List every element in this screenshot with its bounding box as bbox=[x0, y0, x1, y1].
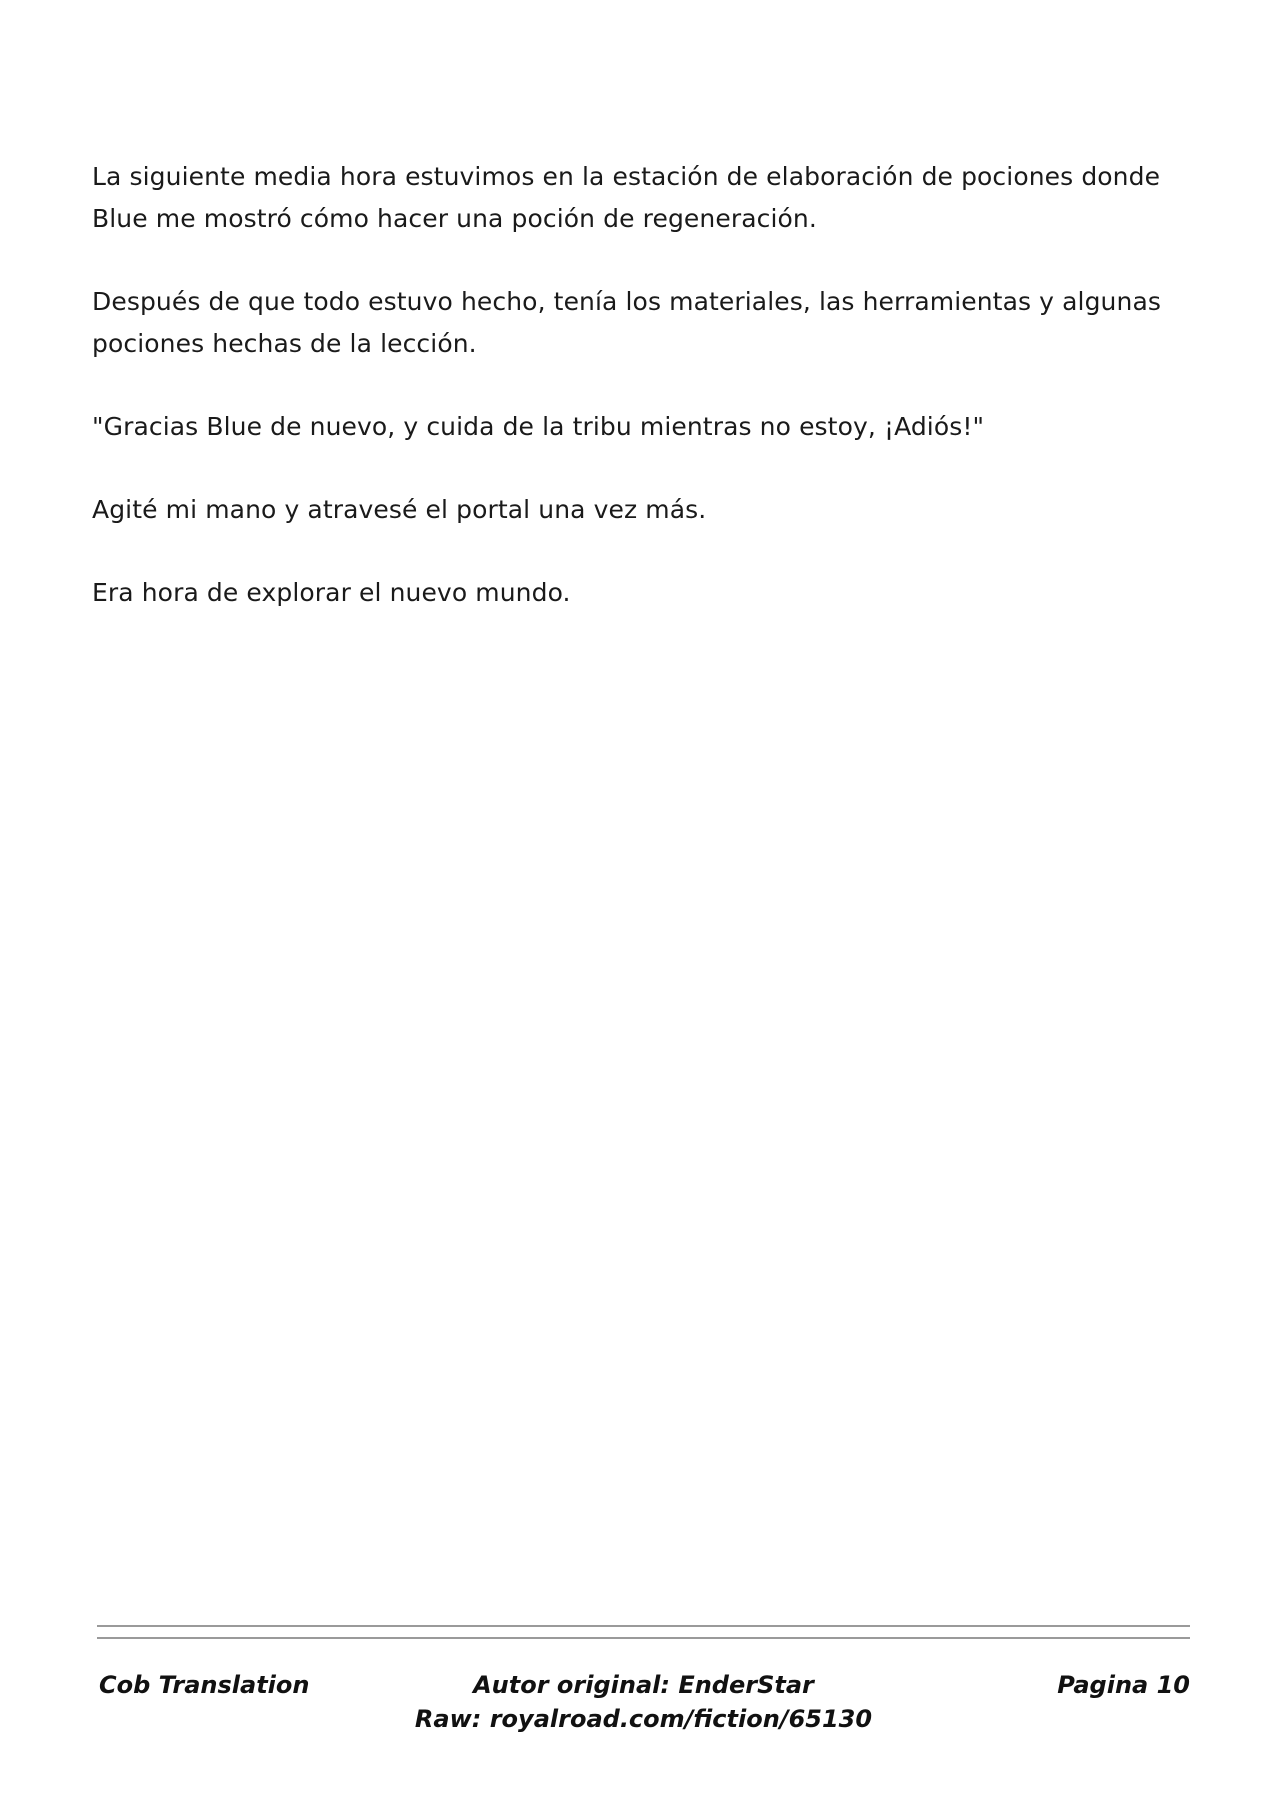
footer-translator: Cob Translation bbox=[99, 1671, 310, 1699]
footer-credits bbox=[97, 1668, 1190, 1736]
paragraph-2: Después de que todo estuvo hecho, tenía los materiales, las herramientas y algunas pociones hechas de la lección. bbox=[92, 287, 1161, 358]
paragraph-3: "Gracias Blue de nuevo, y cuida de la tribu mientras no estoy, ¡Adiós!" bbox=[92, 412, 985, 441]
footer-author: Autor original: EnderStar bbox=[473, 1671, 814, 1699]
footer-divider-top bbox=[97, 1625, 1190, 1627]
paragraph-5: Era hora de explorar el nuevo mundo. bbox=[92, 578, 571, 607]
footer-divider-bottom bbox=[97, 1637, 1190, 1639]
body-text bbox=[92, 156, 1192, 655]
footer-page-number: Pagina 10 bbox=[1057, 1671, 1190, 1699]
paragraph-4: Agité mi mano y atravesé el portal una vez más. bbox=[92, 495, 707, 524]
paragraph-1: La siguiente media hora estuvimos en la estación de elaboración de pociones donde Blue me mostró cómo hacer una poción de regeneración. bbox=[92, 162, 1161, 233]
footer-source: Raw: royalroad.com/fiction/65130 bbox=[414, 1705, 873, 1733]
